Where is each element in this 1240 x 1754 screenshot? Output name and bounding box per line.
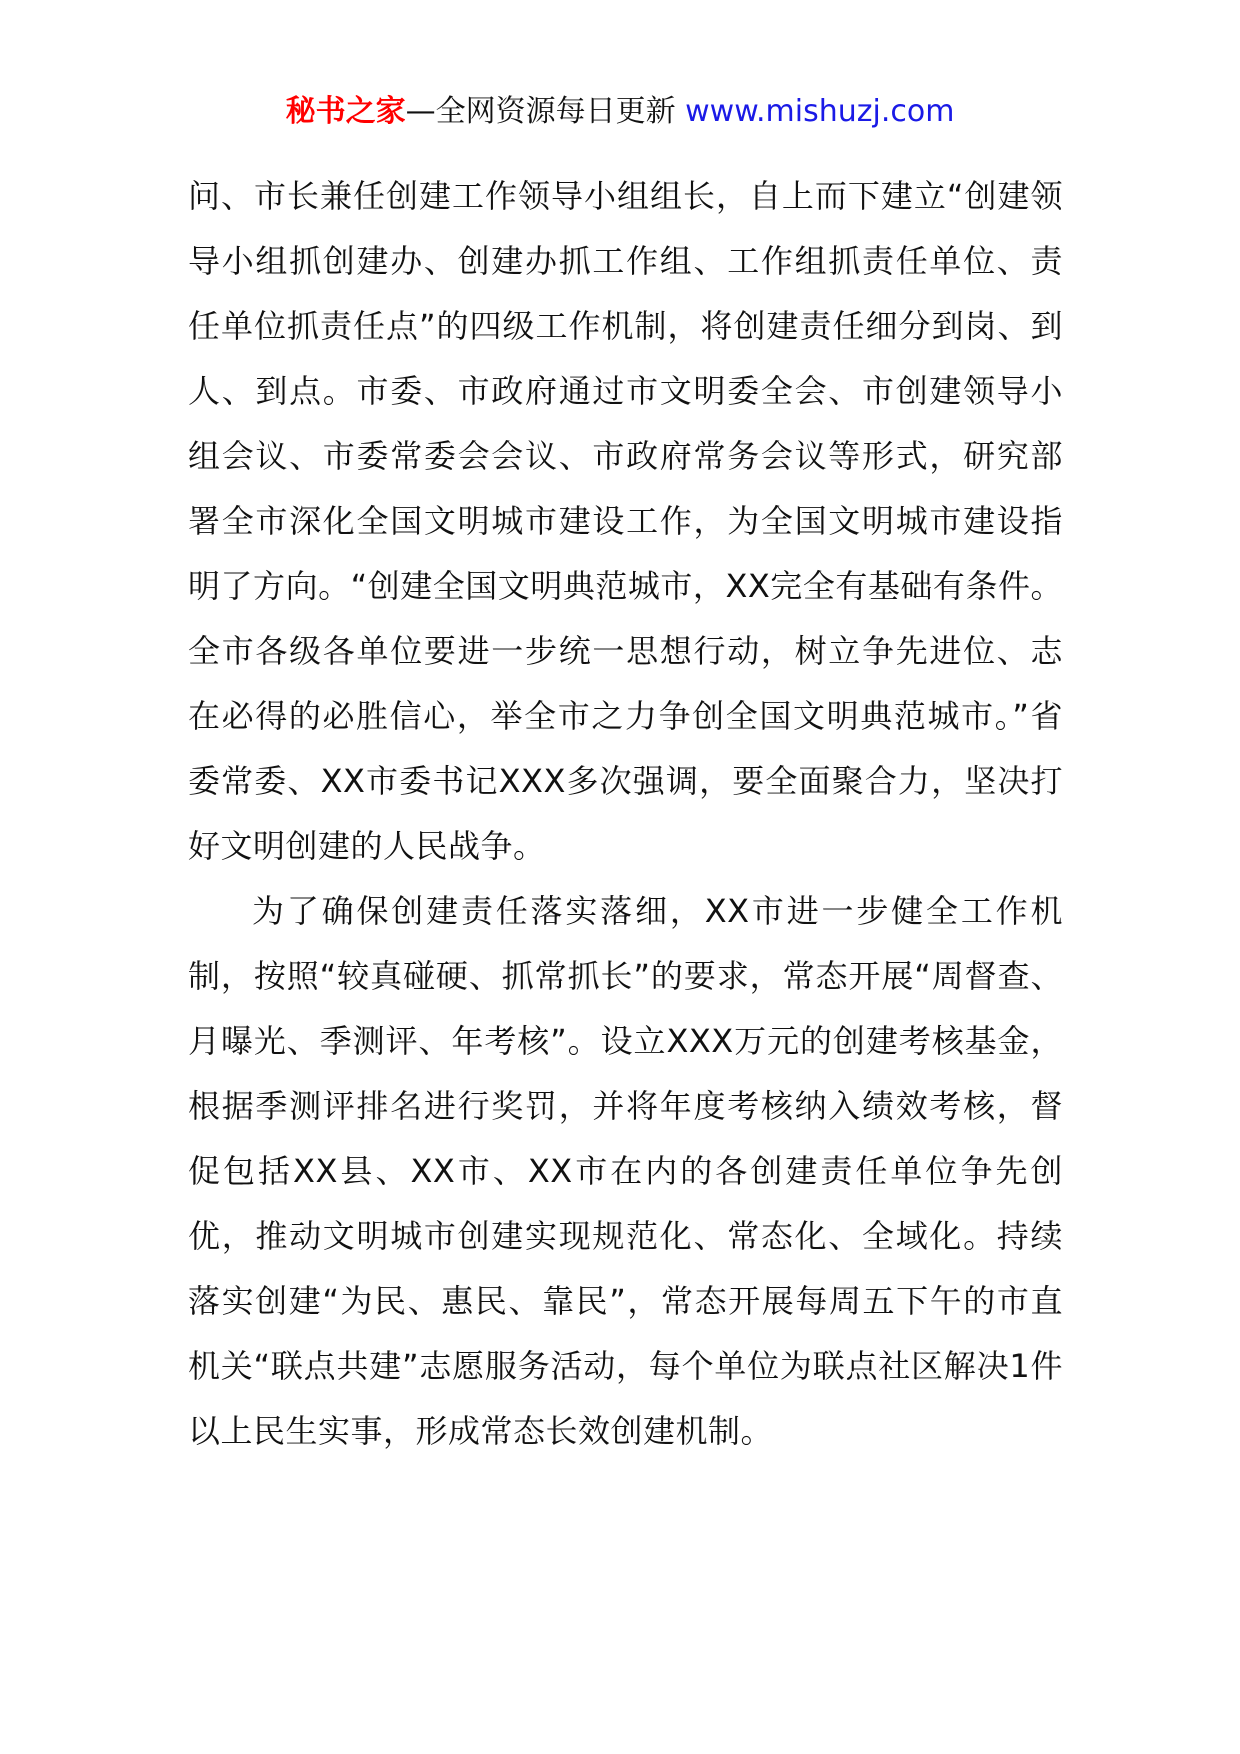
paragraph-continued: 问、市长兼任创建工作领导小组组长，自上而下建立“创建领导小组抓创建办、创建办抓工作组、工作组抓责任单位、责任单位抓责任点”的四级工作机制，将创建责任细分到岗、到人、到点。市委、市政府通过市文明委全会、市创建领导小组会议、市委常委会会议、市政府常务会议等形式，研究部署全市深化全国文明城市建设工作，为全国文明城市建设指明了方向。“创建全国文明典范城市，XX完全有基础有条件。全市各级各单位要进一步统一思想行动，树立争先进位、志在必得的必胜信心，举全市之力争创全国文明典范城市。”省委常委、XX市委书记XXX多次强调，要全面聚合力，坚决打好文明创建的人民战争。 (188, 177, 1063, 865)
header-separator: — (405, 94, 436, 129)
site-brand: 秘书之家 (285, 94, 406, 129)
site-url-link[interactable]: www.mishuzj.com (685, 94, 955, 129)
document-body (188, 164, 1063, 1464)
paragraph: 为了确保创建责任落实落细，XX市进一步健全工作机制，按照“较真碰硬、抓常抓长”的要求，常态开展“周督查、月曝光、季测评、年考核”。设立XXX万元的创建考核基金，根据季测评排名进行奖罚，并将年度考核纳入绩效考核，督促包括XX县、XX市、XX市在内的各创建责任单位争先创优，推动文明城市创建实现规范化、常态化、全域化。持续落实创建“为民、惠民、靠民”，常态开展每周五下午的市直机关“联点共建”志愿服务活动，每个单位为联点社区解决1件以上民生实事，形成常态长效创建机制。 (188, 892, 1063, 1450)
header-tagline: 全网资源每日更新 (435, 94, 676, 129)
site-header (0, 92, 1240, 132)
